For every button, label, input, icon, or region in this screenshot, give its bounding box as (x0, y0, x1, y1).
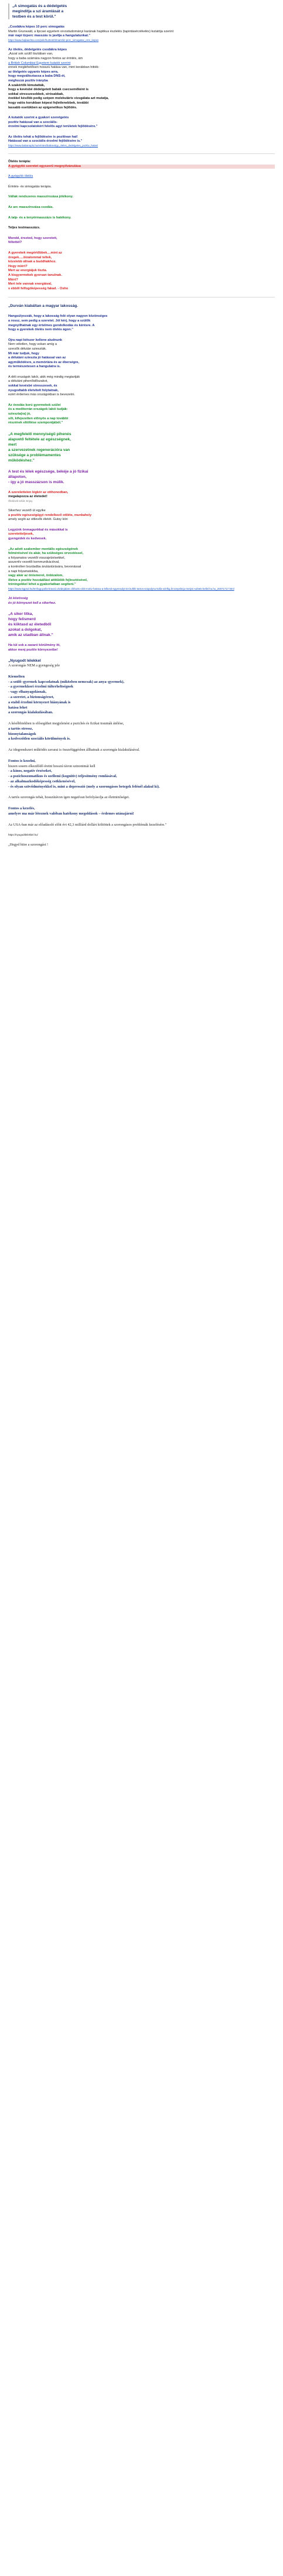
text-line: „Hegyd hitre a szorongást ! (8, 843, 49, 847)
text-line: Vállak rendszeres masszírozása jótékony. (8, 195, 73, 199)
text-line: A gyerekek megértőbbek....mint az (8, 251, 62, 255)
text-line: felmérésével és akár, ha szükséges orvostéssel, (8, 552, 84, 556)
text-block (8, 216, 275, 221)
text-line: Érintés- és simogatás terápia. (8, 184, 52, 189)
text-line: - vagy elhanyagolásnak, (8, 690, 47, 695)
text-line: Hangsúlyozzák, hogy a lakosság felé olyan nagyon közönséges (8, 314, 108, 319)
text-line: a pozitív egészségügyi rendelkező ottléte, munkahely (8, 513, 92, 517)
text-line: Az idegrendszeri működés zavarai is összefüggésben állhatnak a szorongás kialakulásával. (8, 748, 140, 752)
text-block (8, 135, 275, 148)
text-line: Sikerhez vezető út egyike (8, 509, 46, 512)
text-line: ezért érdemes más országokban is bevezetni. (8, 393, 76, 397)
quote-stripe (8, 4, 9, 19)
text-line: Ölelések tehát: Enjoy (8, 500, 33, 502)
text-line: - és olyan szövődményekkel is, mint a depresszió (mely a szorongásos betegek felénél alakul ki). (8, 784, 160, 789)
text-line: A talp- és a tenyérmasszázs is hatékony. (8, 215, 71, 220)
text-line: A szerelettelen légkör az otthonodban, (8, 490, 69, 494)
text-block (8, 469, 275, 485)
text-block (8, 548, 275, 591)
text-line: Nem véletlen, hogy sokan amíg a (8, 343, 57, 347)
text-line: és természetesen a hangulatra is. (8, 365, 61, 369)
text-line: „A megfelelő mennyiségű pihenés (8, 432, 71, 436)
text-line: - a szeretet, a biztonságérzet, (8, 695, 54, 700)
article-page (0, 0, 283, 848)
text-line: a napi folyamatokba, (8, 569, 39, 573)
text-line: https://nyugodtlelekkel.hu/ (8, 833, 38, 837)
text-line: - a pszichoszomatikus és szellemi (kognitív) teljesítmény romlásával, (8, 774, 117, 779)
text-line: Az USA-ban már az előadásoló előtt évi 42,3 milliárd dollárt költöttek a szorongásos problémák kezelésére." (8, 822, 167, 827)
text-block (8, 403, 275, 426)
text-line: nyugodtabb életvitelt folytatnak, (8, 388, 59, 392)
text-line: megindítja a szi áramlását a (12, 9, 64, 13)
text-line: szüksége a problémamentes (8, 453, 61, 457)
text-line: „A siker titka, (8, 612, 33, 617)
source-link[interactable]: https://www.hajkaiehta.com/pelir/hu/test/3/mars/tiz-perc_simogatas_erre_kepes (8, 38, 99, 42)
text-line: Teljes testmasszázs. (8, 226, 40, 230)
text-line: Legyünk önmagunkkal és másokkal is (8, 528, 68, 532)
text-line: mert (8, 442, 17, 447)
text-block (8, 509, 275, 522)
text-block (8, 759, 275, 790)
text-line: szerzők délután szieszták. (8, 347, 47, 351)
text-block (8, 806, 275, 817)
text-line: lassabb esetükben az epigenetikus fejlődés. (8, 105, 77, 110)
text-line: az ölelgetés ugyanis képes arra, (8, 70, 59, 74)
text-line: Miért? (8, 278, 18, 282)
text-line: amik az utadban állnak." (8, 633, 53, 638)
text-line: Mi már tudjuk, hogy (8, 351, 39, 355)
text-line: és a mediterrán országok lakói tudják: (8, 408, 68, 412)
text-line: Jó közösség (8, 596, 28, 600)
text-line: Hatással van a szociális-érzelmi fejlődésére is." (8, 139, 83, 143)
text-line: Hogy miért? (8, 264, 28, 268)
text-line: hatása lehet (8, 705, 28, 710)
text-line: a szervezetnek regenerációra van (8, 447, 70, 452)
text-line: A szakértők kimutatták, (8, 83, 45, 87)
text-block (8, 432, 275, 463)
text-block (8, 611, 275, 638)
text-block (8, 237, 275, 245)
text-line: Martin Grunwald, a lipcsei egyetem orvostudományi karának haptikus észlelés (tapintásérzékelés) kutatója szerint (8, 29, 173, 33)
text-line: „Durván kiabáltan a magyar lakosság. (8, 304, 79, 309)
text-line: A kisgyermekek gyorsan tanulnak. (8, 273, 62, 277)
text-line: „Csodákra képes 10 perc simogatás (8, 25, 65, 29)
text-line: a kontrollerr bozdadba árulástúrására, bevonással (8, 565, 81, 569)
text-block (8, 251, 275, 291)
text-block (8, 206, 275, 210)
text-block (8, 4, 275, 19)
text-block (8, 491, 275, 503)
text-line: akkor menj pozitív környezetbe! (8, 648, 58, 652)
source-link[interactable]: https://www.babanaplo.hu/erintes/babavolgy_oleles_dedelgetes_pozitiv_hatas/ (8, 144, 98, 148)
text-line: ennek meglehetősen hosszú hatása van, mint korábban hitték: (8, 66, 100, 70)
text-block (8, 748, 275, 753)
text-line: megnyílhatnak egy értelmes gondolkodás és kérésre. A (8, 323, 95, 327)
text-block (8, 675, 275, 716)
text-line: testben és a test körül." (12, 15, 56, 19)
text-line: a stabil érzelmi környezet hiányának is (8, 700, 71, 704)
text-block (8, 303, 275, 309)
text-line: évekkel később pedig szépen molekuláris vizsgálata azt mutatja, (8, 97, 109, 101)
text-line: - a gyermekkori érzelmi túlterheltségnek (8, 685, 74, 689)
text-line: pozitív hatással van a szociális- (8, 120, 58, 124)
text-line: a délutáni szieszta jó hatással van az (8, 356, 66, 360)
text-block (8, 185, 275, 190)
text-line: Az ölelés, dédelgetés csodákra képes (8, 47, 67, 52)
text-line: s ebből felfogóképesség fakad. - Osho (8, 286, 69, 290)
text-line: működéshez." (8, 458, 35, 463)
text-line: öregek.....bizalommal teltek, (8, 255, 52, 259)
text-line: sokkal stresszesebbek, sírósabbak, (8, 92, 64, 96)
text-block (8, 175, 275, 179)
source-link[interactable]: A gyógyító ölelés (8, 175, 33, 179)
text-line: méghozzá pozitív irányba (8, 78, 48, 83)
text-line: már napi tízperc masszás is javítja a hangulatunkat." (8, 34, 91, 38)
text-line: a délutáni pihenőidőszakot, (8, 379, 48, 384)
text-block (8, 843, 275, 848)
text-line: a tartós stressz, (8, 726, 33, 731)
text-line: a szorongás kialakulásában. (8, 710, 53, 715)
text-line: alapvető feltétele az egészségnek, (8, 437, 71, 442)
text-line: a kedvezőtlen szociális körülmények is. (8, 737, 71, 741)
text-line: azokat a dolgokat, (8, 628, 42, 632)
text-block (8, 528, 275, 542)
text-line: - az alkalmazkodóképesség csökkenésével, (8, 779, 76, 784)
text-line: hogy a gyerekek ölelés nem ölelés ágon." (8, 328, 73, 332)
text-line: vagy akár az önismeret, önbizalom, (8, 574, 63, 578)
text-line: bizonytalanságok (8, 731, 36, 736)
text-line: hiszen sosem elkezdődő éretni hosszú távon szinonimái kell (8, 764, 96, 768)
text-line: „Azzal sok szülő tisztában van, (8, 52, 53, 56)
text-line: „Az adott szakember mentális egészségének (8, 547, 79, 551)
text-line: A kutatók szerint a gyakori szeretgetés (8, 116, 69, 120)
text-line: Ölelés terápia: (8, 160, 31, 164)
text-line: A gyógyító szeretet egyszerű megnyilvánulása (8, 165, 275, 169)
text-line: közelebb állnak a buddhákhoz. (8, 260, 57, 264)
text-block (8, 823, 275, 828)
text-line: hogy valós korukban képest fejletlenebbek, további (8, 101, 89, 105)
source-link[interactable]: a British Columbiai Egyetem kutatói szerint (8, 61, 71, 65)
text-line: A test és lélek egészsége, békéje a jó fizikai (8, 469, 88, 474)
source-link[interactable]: https://www.kgpsd.hu/tenfogy.pal/a-krausz.olvidejaban.cikhazto-cikk-motiv-hatasu-a-lelkesit-egyensulyt-ter.kulkhi-tartos-szapolynu-kolla-szirlkg.ik-szepsheju-melyei-sobtek-kellel.hu.hu_20071717.html (8, 587, 234, 590)
text-line: részének eltöltése szempontjából." (8, 421, 63, 425)
text-line: hogy a baba számára nagyon fontos az érintés, ám (8, 56, 83, 60)
text-line: Az óvodás korú gyermekek szüleí (8, 403, 61, 407)
text-line: érzelmi kapcsolatokért felelős agyi területek fejlődésére." (8, 125, 98, 129)
text-line: tréningekkel lehet a gyakorlatban segíteni." (8, 583, 76, 587)
section-divider (8, 153, 275, 154)
text-line: „A simogatás és a dédelgetés (12, 4, 67, 8)
text-block (8, 116, 275, 129)
text-block (8, 644, 275, 652)
text-block (8, 195, 275, 200)
text-line: Mert tele vannak energiával, (8, 282, 52, 286)
text-block (8, 25, 275, 42)
text-block (8, 338, 275, 370)
text-line: hogy felismerd (8, 617, 36, 622)
text-line: amely segíti az ottlevők életét. Gutsy köri (8, 518, 68, 522)
text-line: Ha túl sok a zavaró körülmény itt, (8, 644, 60, 648)
text-line: Ojra napi kétszer kellene aludnunk (8, 338, 63, 342)
text-line: sokkal kevésbé stresszesek, és (8, 384, 57, 388)
text-block (8, 833, 275, 837)
text-line: Mondd, érezted, hogy szeretett, (8, 236, 57, 240)
text-line: illetve a pozitív hozzáállást attitűdök fejlesztésével, (8, 578, 88, 582)
text-line: A szorongás NEM a gyengeség jele (8, 663, 60, 668)
text-line: Fontos a kezelés, (8, 806, 35, 810)
text-line: féltettél? (8, 241, 22, 245)
text-line: A tartós szorongás tehát, hosszútávon igen negatívan befolyásolja az életminőséget. (8, 795, 130, 800)
text-line: és jó környezet kell a sikerhez. (8, 601, 56, 605)
text-line: Az ölelés tehát a fejlődésére is pozitívan hat! (8, 135, 78, 139)
text-line: Fontos is kezelni, (8, 758, 36, 763)
text-line: - a kínos, negatív érzéseket, (8, 769, 52, 774)
text-line: Az arc masszírozása csodás. (8, 206, 54, 210)
text-line: hogy a kevésbé dédelgetett babák csecsemőként is (8, 88, 89, 92)
text-line: - a szülő–gyermek kapcsolatnak (miközben nemcsak) az anya–gyermek), (8, 679, 125, 684)
text-line: asszertív vezetői kommunikációval, (8, 560, 60, 565)
text-line: Mert az energiájuk tiszta. (8, 269, 47, 273)
text-line: „Nyugodt lélekkel (8, 659, 41, 663)
text-block (8, 160, 275, 169)
text-line: A későbbiekben is elősegíthet megjelenést a pszichés és fizikai traumák átélése, (8, 721, 124, 726)
text-block (8, 375, 275, 398)
text-line: amelyre ma már léteznek valóban hatékony megoldások – érdemes utánajárni! (8, 811, 134, 816)
text-block (8, 658, 275, 669)
text-line: A déli országok lakói, akik még mindig megtartják (8, 375, 80, 379)
text-line: a folyamatos vezetői visszajelzésekkel, (8, 556, 66, 560)
text-line: Kiemelten (8, 674, 25, 679)
text-block (8, 795, 275, 800)
text-line: gyengédek és kedvesek. (8, 536, 47, 540)
text-block (8, 48, 275, 110)
text-line: állapoton, (8, 474, 27, 479)
text-block (8, 721, 275, 742)
text-line: és kiiktasd az életedből (8, 622, 52, 627)
text-line: agyműködésre, a memóriára és az éberségre, (8, 360, 79, 364)
text-block (8, 314, 275, 332)
text-line: szeretetteljesek, (8, 532, 34, 536)
text-line: - így a jó masszázson is múlik. (8, 480, 64, 484)
text-line: szieszta(ra) jó, (8, 412, 31, 416)
text-line: megalapozza az életedet! (8, 495, 47, 499)
text-line: hogy megváltoztassa a baba DNS-ét, (8, 74, 66, 78)
text-block (8, 597, 275, 605)
text-line: sőt, kifejezetten előnyös a nap további (8, 416, 69, 420)
text-block (8, 226, 275, 231)
text-line: a rossz, sem pedig a szeretet. Jól kérj, hogy a szülők (8, 319, 91, 323)
